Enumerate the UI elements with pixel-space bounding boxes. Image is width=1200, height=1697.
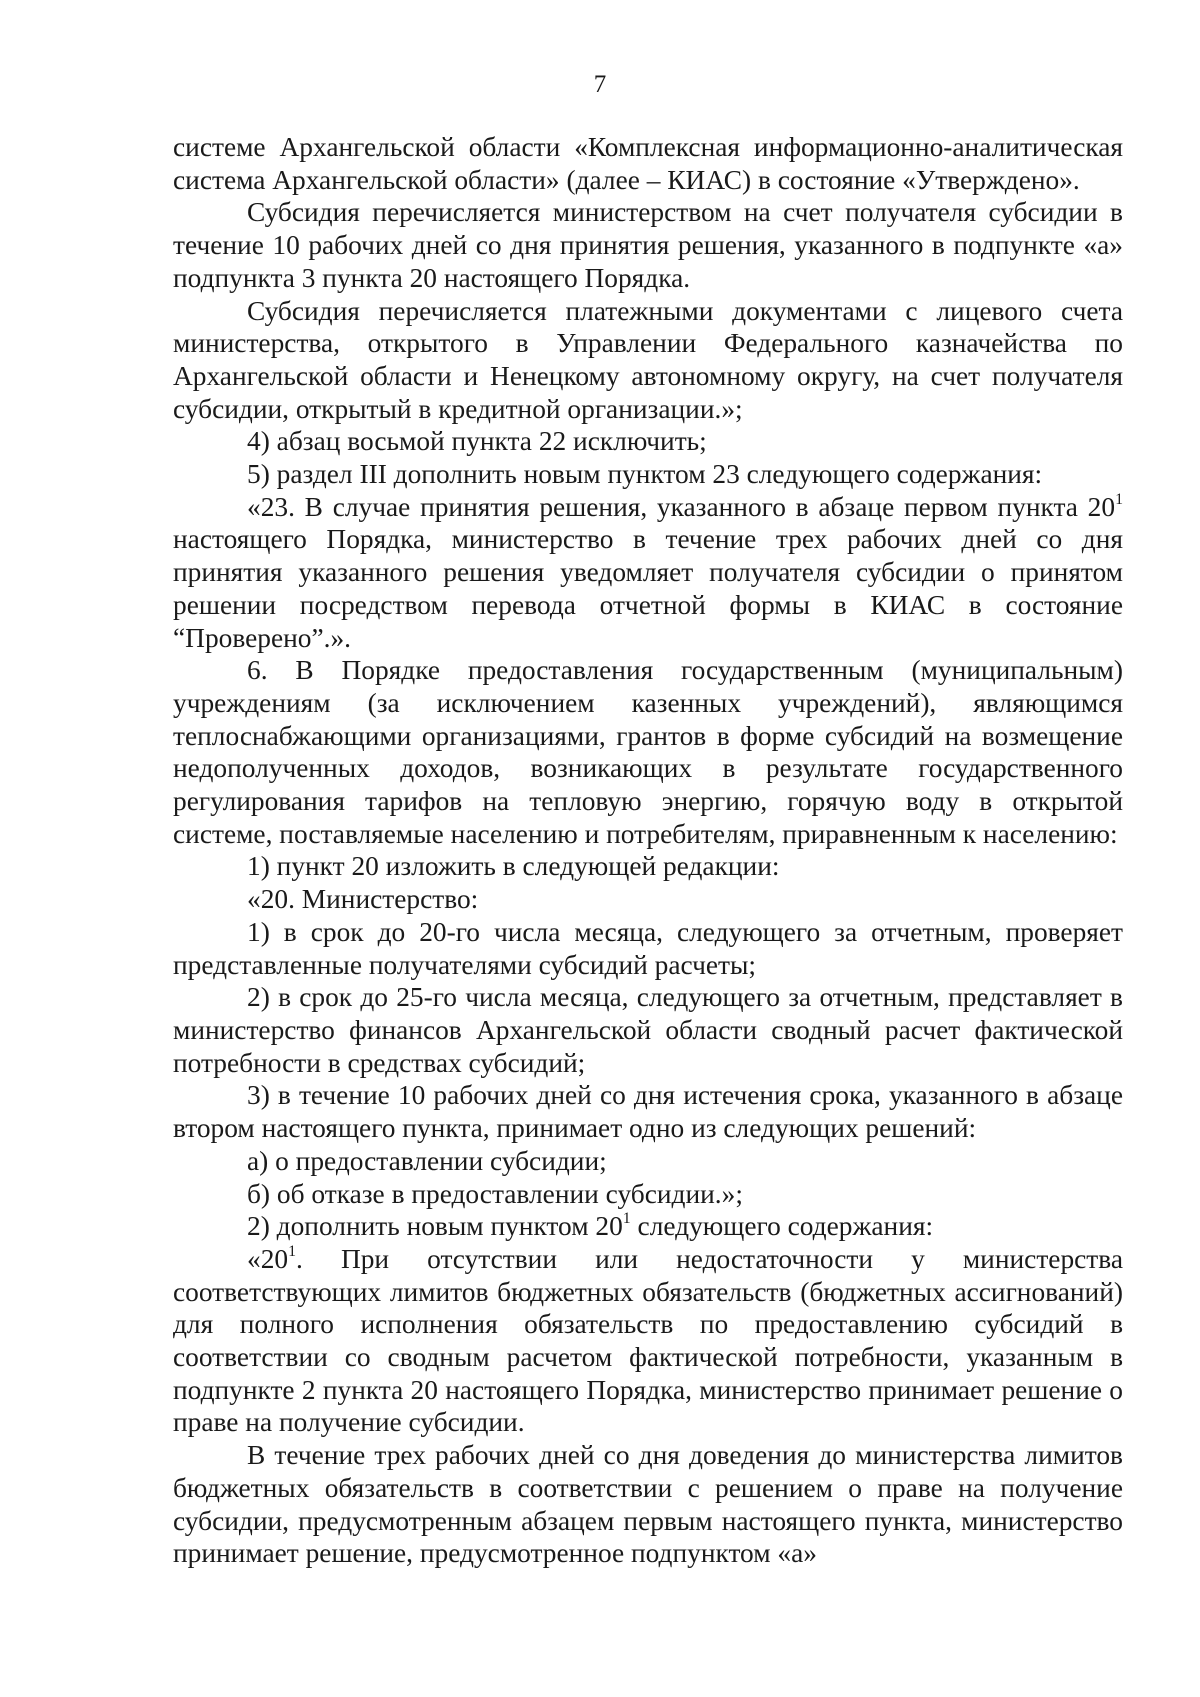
superscript: 1 (1115, 490, 1123, 508)
paragraph-point-20-1 (173, 1243, 1123, 1439)
paragraph-subitem-1: 1) пункт 20 изложить в следующей редакции: (247, 851, 780, 882)
paragraph-continuation: системе Архангельской области «Комплексная информационно-аналитическая система Архангельской области» (далее – КИАС) в состояние «Утверждено». (173, 132, 1123, 195)
paragraph-point-20-heading: «20. Министерство: (247, 884, 479, 915)
point-20-1-text-end: . При отсутствии или недостаточности у министерства соответствующих лимитов бюджетных обязательств (бюджетных ассигнований) для полного исполнения обязательств по предоставлению субсидий в соответствии со сводным расчетом фактической потребности, указанным в подпункте 2 пункта 20 настоящего Порядка, министерство принимает решение о праве на получение субсидии. (173, 1243, 1123, 1438)
paragraph-point-23 (173, 491, 1123, 655)
paragraph-point-20-sub-a: а) о предоставлении субсидии; (247, 1145, 607, 1176)
paragraph-item-6: 6. В Порядке предоставления государственным (муниципальным) учреждениям (за исключением казенных учреждений), являющимся теплоснабжающими организациями, грантов в форме субсидий на возмещение недополученных доходов, возникающих в результате государственного регулирования тарифов на тепловую энергию, горячую воду в открытой системе, поставляемые населению и потребителям, приравненным к населению: (173, 655, 1123, 849)
subitem-2-text-end: следующего содержания: (630, 1211, 934, 1242)
paragraph-point-20-sub-b: б) об отказе в предоставлении субсидии.»; (247, 1178, 743, 1209)
paragraph-item-5: 5) раздел III дополнить новым пунктом 23 следующего содержания: (247, 459, 1043, 490)
paragraph-subitem-2 (173, 1210, 1123, 1243)
paragraph-item-4: 4) абзац восьмой пункта 22 исключить; (247, 426, 707, 457)
superscript: 1 (288, 1243, 297, 1260)
superscript: 1 (622, 1210, 631, 1228)
paragraph-point-20-sub-3: 3) в течение 10 рабочих дней со дня истечения срока, указанного в абзаце втором настоящего пункта, принимает одно из следующих решений: (173, 1080, 1123, 1144)
point-23-text-end: настоящего Порядка, министерство в течение трех рабочих дней со дня принятия указанного решения уведомляет получателя субсидии о принятом решении посредством перевода отчетной формы в КИАС в состояние “Проверено”.». (173, 524, 1123, 653)
paragraph-point-20-sub-1: 1) в срок до 20-го числа месяца, следующего за отчетным, проверяет представленные получателями субсидий расчеты; (173, 916, 1123, 980)
paragraph-point-20-sub-2: 2) в срок до 25-го числа месяца, следующего за отчетным, представляет в министерство финансов Архангельской области сводный расчет фактической потребности в средствах субсидий; (173, 982, 1123, 1078)
paragraph-three-working-days: В течение трех рабочих дней со дня доведения до министерства лимитов бюджетных обязательств в соответствии с решением о праве на получение субсидии, предусмотренным абзацем первым настоящего пункта, министерство принимает решение, предусмотренное подпунктом «а» (173, 1440, 1123, 1569)
document-body (173, 131, 1123, 1570)
subitem-2-text-start: 2) дополнить новым пунктом 20 (247, 1211, 623, 1242)
page-number: 7 (593, 71, 607, 98)
paragraph-subsidy-payment-documents: Субсидия перечисляется платежными документами с лицевого счета министерства, открытого в Управлении Федерального казначейства по Архангельской области и Ненецкому автономному округу, на счет получателя субсидии, открытый в кредитной организации.»; (173, 295, 1123, 424)
paragraph-subsidy-transfer-term: Субсидия перечисляется министерством на счет получателя субсидии в течение 10 рабочих дней со дня принятия решения, указанного в подпункте «а» подпункта 3 пункта 20 настоящего Порядка. (173, 197, 1123, 293)
point-23-text-start: «23. В случае принятия решения, указанного в абзаце первом пункта 20 (247, 491, 1116, 522)
point-20-1-text-start: «20 (247, 1243, 289, 1274)
